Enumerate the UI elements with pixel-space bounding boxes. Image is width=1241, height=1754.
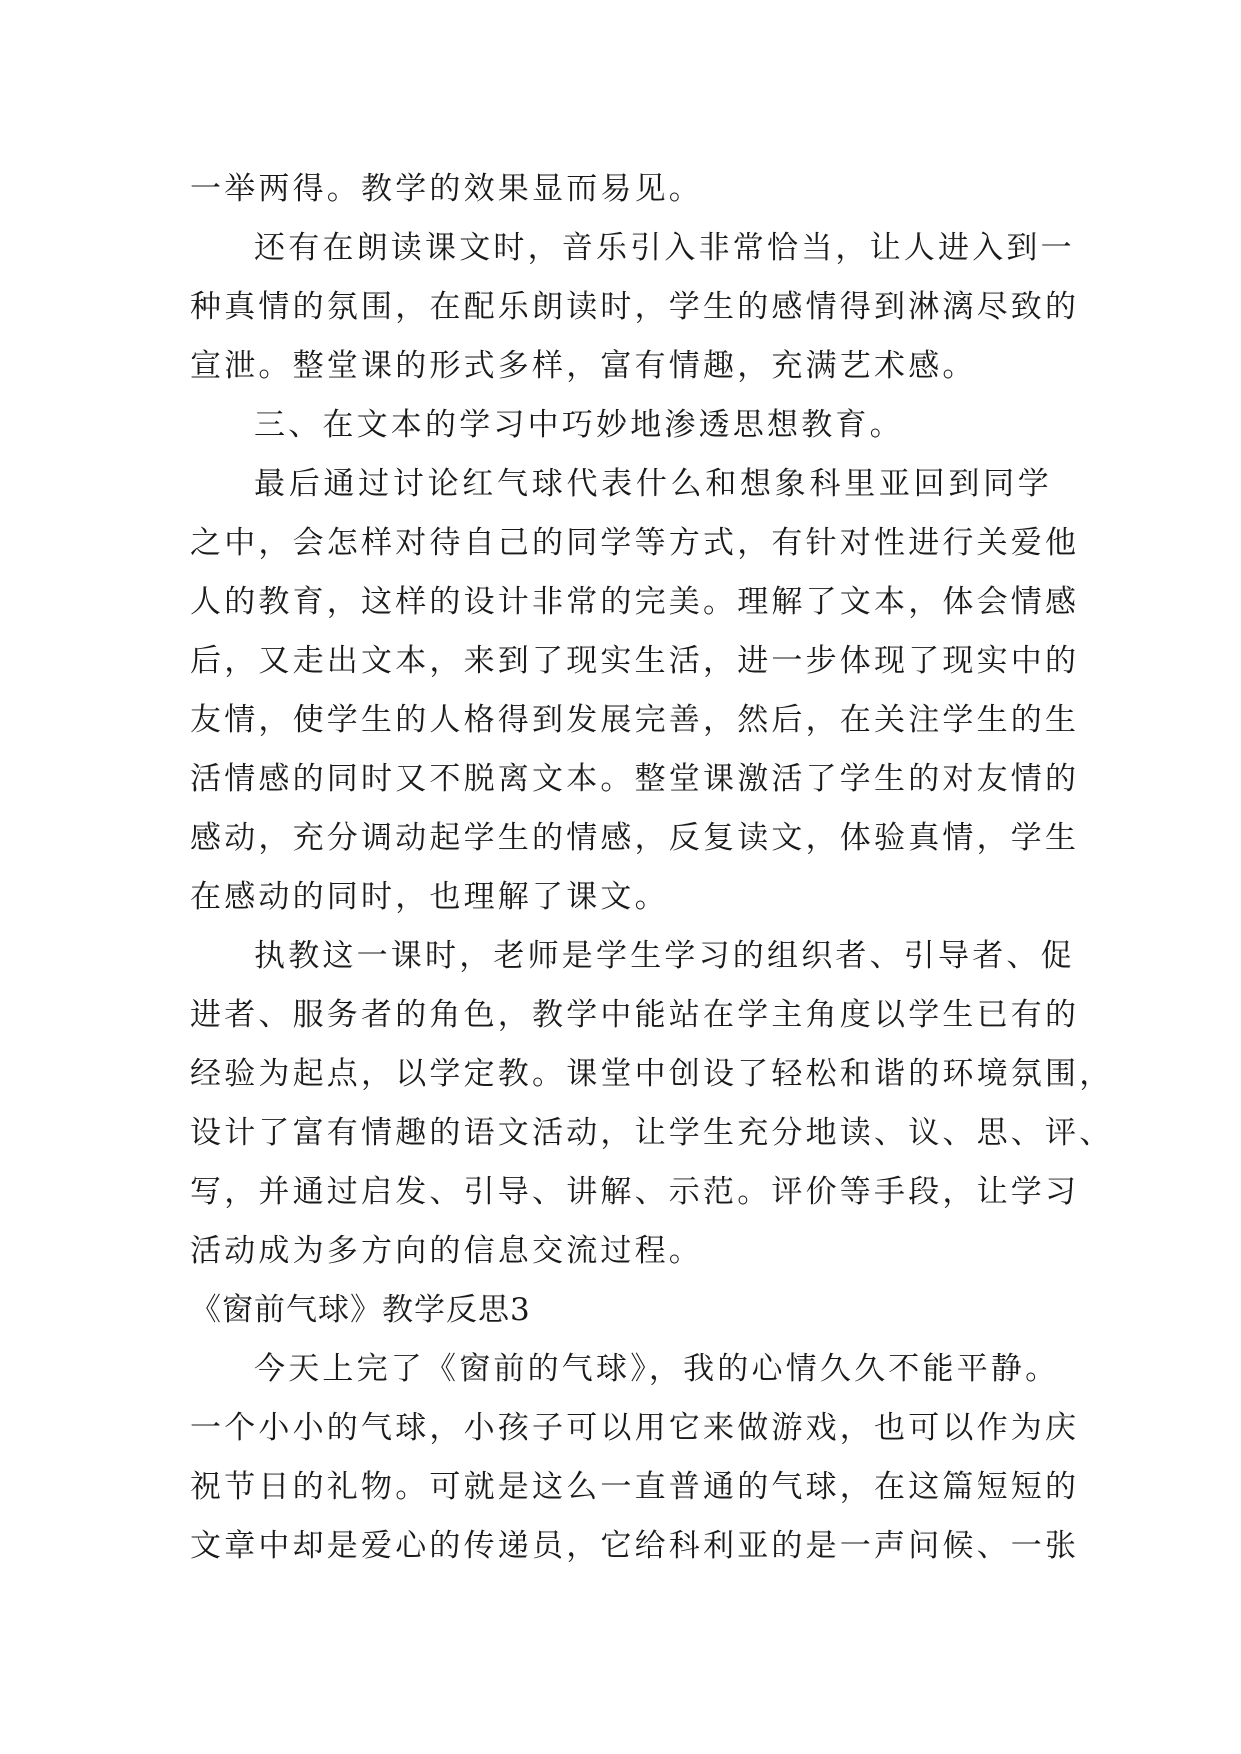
paragraph-block-2 (190, 1340, 1080, 1576)
text-line: 三、在文本的学习中巧妙地渗透思想教育。 (254, 407, 904, 443)
text-line: 进者、服务者的角色，教学中能站在学主角度以学生已有的 (190, 997, 1080, 1033)
text-line: 人的教育，这样的设计非常的完美。理解了文本，体会情感 (190, 584, 1080, 620)
text-line: 设计了富有情趣的语文活动，让学生充分地读、议、思、评、 (190, 1115, 1114, 1151)
text-line: 感动，充分调动起学生的情感，反复读文，体验真情，学生 (190, 820, 1080, 856)
text-line: 写，并通过启发、引导、讲解、示范。评价等手段，让学习 (190, 1174, 1080, 1210)
text-line: 文章中却是爱心的传递员，它给科利亚的是一声问候、一张 (190, 1528, 1080, 1564)
text-line: 种真情的氛围，在配乐朗读时，学生的感情得到淋漓尽致的 (190, 289, 1080, 325)
text-line: 今天上完了《窗前的气球》，我的心情久久不能平静。 (254, 1351, 1060, 1387)
text-line: 经验为起点，以学定教。课堂中创设了轻松和谐的环境氛围， (190, 1056, 1114, 1092)
paragraph-block-1 (190, 160, 1114, 1281)
text-line: 之中，会怎样对待自己的同学等方式，有针对性进行关爱他 (190, 525, 1080, 561)
text-line: 活动成为多方向的信息交流过程。 (190, 1233, 703, 1269)
text-line: 宣泄。整堂课的形式多样，富有情趣，充满艺术感。 (190, 348, 977, 384)
text-line: 友情，使学生的人格得到发展完善，然后，在关注学生的生 (190, 702, 1080, 738)
text-line: 一举两得。教学的效果显而易见。 (190, 171, 703, 207)
text-line: 活情感的同时又不脱离文本。整堂课激活了学生的对友情的 (190, 761, 1080, 797)
text-line: 一个小小的气球，小孩子可以用它来做游戏，也可以作为庆 (190, 1410, 1080, 1446)
text-line: 最后通过讨论红气球代表什么和想象科里亚回到同学 (254, 466, 1052, 502)
section-title: 《窗前气球》教学反思3 (190, 1292, 531, 1328)
text-line: 执教这一课时，老师是学生学习的组织者、引导者、促 (254, 938, 1075, 974)
text-line: 祝节日的礼物。可就是这么一直普通的气球，在这篇短短的 (190, 1469, 1080, 1505)
text-line: 还有在朗读课文时，音乐引入非常恰当，让人进入到一 (254, 230, 1075, 266)
text-line: 后，又走出文本，来到了现实生活，进一步体现了现实中的 (190, 643, 1080, 679)
text-line: 在感动的同时，也理解了课文。 (190, 879, 669, 915)
document-page (190, 160, 1114, 1576)
